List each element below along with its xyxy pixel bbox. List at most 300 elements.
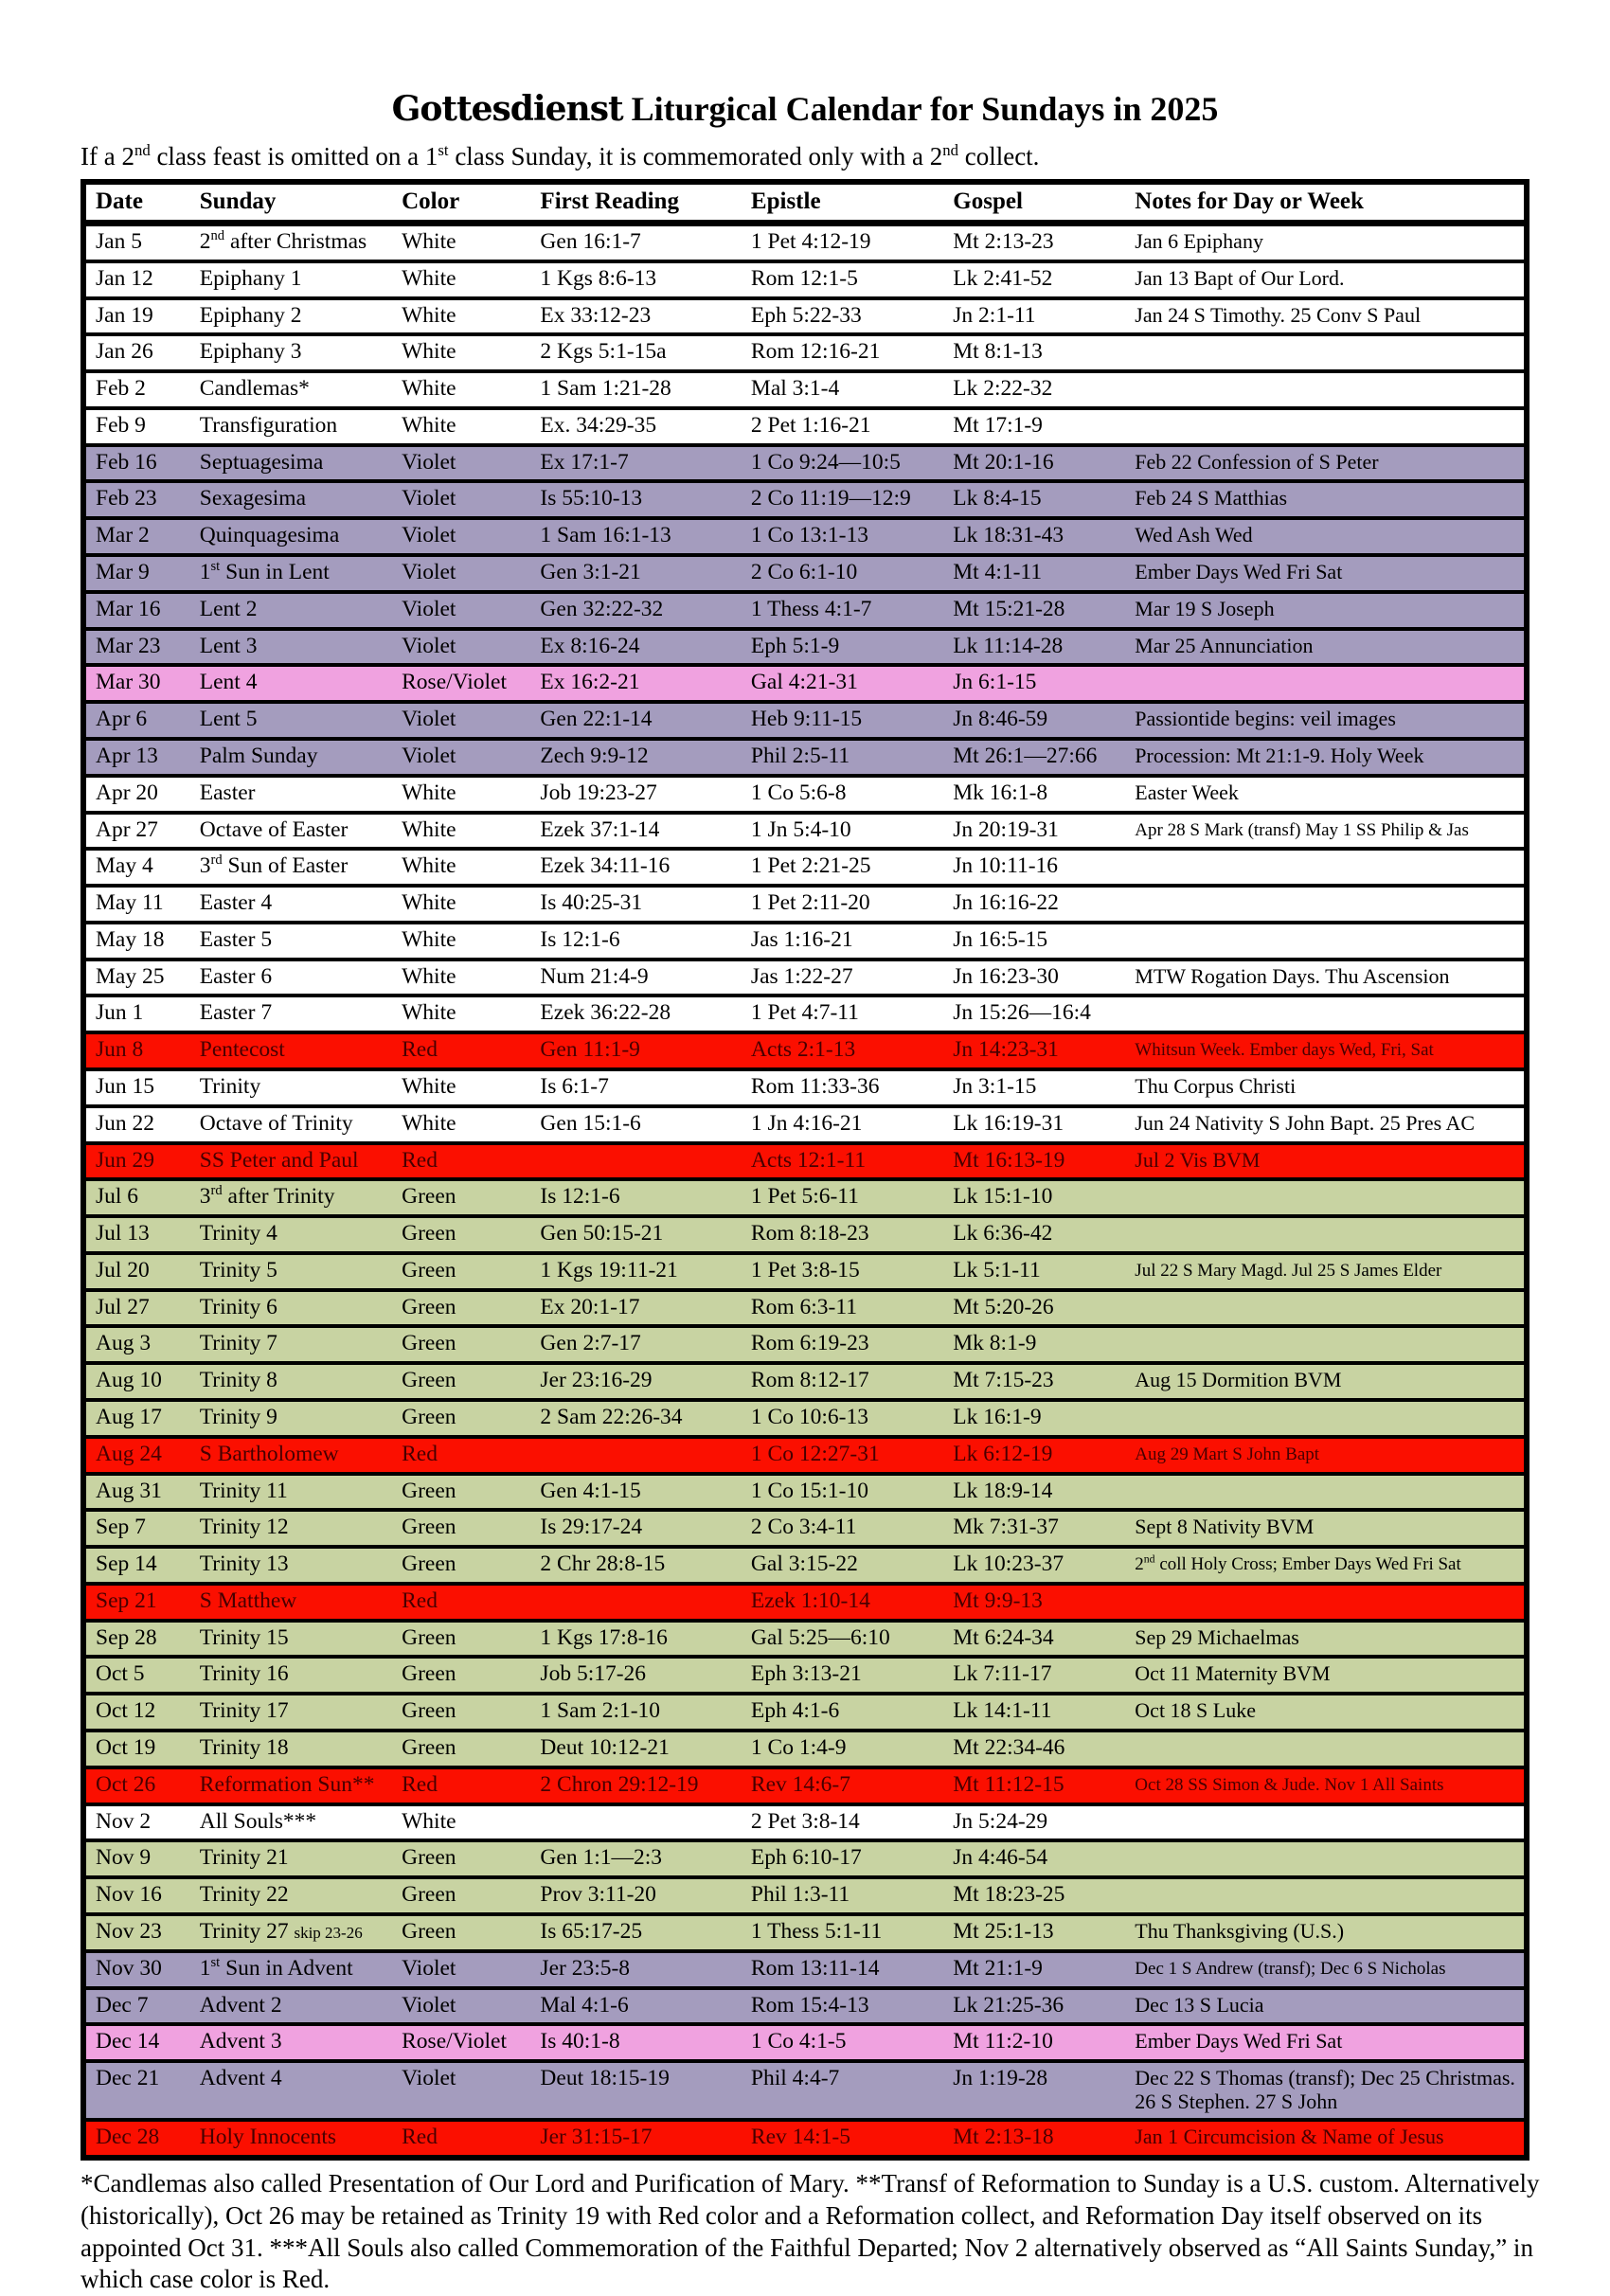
epistle-cell: Rom 8:18-23	[750, 1221, 869, 1247]
sunday-cell: Epiphany 2	[199, 302, 302, 328]
calendar-row	[83, 518, 1527, 555]
color-cell: Red	[402, 2125, 438, 2150]
gospel-cell: Jn 20:19-31	[953, 816, 1059, 842]
first-reading-cell: Is 40:1-8	[540, 2029, 620, 2054]
date-cell: Jan 12	[96, 265, 153, 291]
epistle-cell: Heb 9:11-15	[750, 707, 863, 732]
color-cell: White	[402, 926, 456, 952]
date-cell: Mar 16	[96, 596, 161, 621]
sunday-cell: Trinity 4	[199, 1221, 277, 1247]
sunday-cell: Trinity	[199, 1073, 261, 1099]
epistle-cell: Rom 8:12-17	[750, 1368, 869, 1393]
notes-cell	[1125, 371, 1527, 408]
gospel-cell: Mt 26:1—27:66	[953, 743, 1098, 768]
first-reading-cell: Ex 33:12-23	[540, 302, 652, 328]
gospel-cell: Mt 21:1-9	[953, 1955, 1043, 1981]
first-reading-cell: 1 Sam 1:21-28	[540, 376, 671, 402]
color-cell: White	[402, 229, 456, 254]
color-cell: White	[402, 302, 456, 328]
gospel-cell: Mk 7:31-37	[953, 1515, 1059, 1540]
first-reading-cell: Deut 18:15-19	[540, 2066, 670, 2091]
notes-cell: Passiontide begins: veil images	[1135, 707, 1396, 731]
calendar-row	[83, 996, 1527, 1032]
sunday-cell: Trinity 27 skip 23-26	[199, 1918, 363, 1944]
epistle-cell: Acts 12:1-11	[750, 1147, 867, 1173]
sunday-cell: Easter 7	[199, 1000, 273, 1026]
notes-cell: Oct 28 SS Simon & Jude. Nov 1 All Saints	[1135, 1774, 1444, 1795]
date-cell: Sep 28	[96, 1624, 157, 1650]
notes-cell	[1125, 408, 1527, 445]
epistle-cell: 1 Pet 2:11-20	[750, 890, 870, 916]
calendar-row	[83, 1804, 1527, 1841]
first-reading-cell: Num 21:4-9	[540, 963, 649, 989]
notes-cell: Wed Ash Wed	[1135, 523, 1253, 547]
color-cell: Green	[402, 1624, 456, 1650]
color-cell: Green	[402, 1698, 456, 1724]
sunday-cell: Holy Innocents	[199, 2125, 337, 2150]
notes-cell: Jan 6 Epiphany	[1135, 229, 1263, 253]
sunday-cell: Epiphany 3	[199, 339, 302, 365]
date-cell: Apr 27	[96, 816, 158, 842]
color-cell: White	[402, 412, 456, 438]
date-cell: Jun 22	[96, 1110, 155, 1136]
notes-cell: Procession: Mt 21:1-9. Holy Week	[1135, 743, 1424, 767]
sunday-cell: Trinity 22	[199, 1882, 289, 1908]
first-reading-cell: Gen 50:15-21	[540, 1221, 664, 1247]
notes-cell	[1125, 1584, 1527, 1621]
gospel-cell: Lk 2:22-32	[953, 376, 1053, 402]
epistle-cell: Eph 5:1-9	[750, 633, 840, 658]
notes-cell: Thu Corpus Christi	[1135, 1073, 1297, 1098]
gospel-cell: Lk 14:1-11	[953, 1698, 1052, 1724]
color-cell: Green	[402, 1368, 456, 1393]
first-reading-cell: 1 Kgs 19:11-21	[540, 1257, 678, 1283]
notes-cell	[1125, 1290, 1527, 1327]
date-cell: Mar 9	[96, 560, 150, 585]
epistle-cell: 1 Co 1:4-9	[750, 1735, 847, 1761]
color-cell: White	[402, 1073, 456, 1099]
gospel-cell: Jn 3:1-15	[953, 1073, 1037, 1099]
calendar-row	[83, 702, 1527, 739]
gospel-cell: Lk 11:14-28	[953, 633, 1064, 658]
epistle-cell: 1 Co 13:1-13	[750, 523, 868, 548]
calendar-row	[83, 1988, 1527, 2025]
calendar-row	[83, 1032, 1527, 1069]
notes-cell	[1125, 923, 1527, 960]
first-reading-cell: Is 65:17-25	[540, 1918, 643, 1944]
column-header: Color	[402, 188, 460, 214]
gospel-cell: Jn 16:16-22	[953, 890, 1059, 916]
date-cell: Jul 13	[96, 1221, 150, 1247]
notes-cell: Aug 15 Dormition BVM	[1135, 1368, 1342, 1392]
sunday-cell: Trinity 12	[199, 1515, 289, 1540]
calendar-row	[83, 1621, 1527, 1658]
date-cell: Nov 30	[96, 1955, 162, 1981]
sunday-cell: Trinity 7	[199, 1331, 277, 1356]
epistle-cell: 2 Co 6:1-10	[750, 560, 858, 585]
epistle-cell: Eph 5:22-33	[750, 302, 862, 328]
first-reading-cell: Ezek 34:11-16	[540, 853, 671, 879]
gospel-cell: Mt 11:2-10	[953, 2029, 1053, 2054]
calendar-row	[83, 1253, 1527, 1290]
date-cell: Jun 1	[96, 1000, 144, 1026]
gospel-cell: Mt 6:24-34	[953, 1624, 1054, 1650]
calendar-row	[83, 224, 1527, 261]
date-cell: Jun 8	[96, 1037, 144, 1063]
notes-cell: Aug 29 Mart S John Bapt	[1135, 1444, 1320, 1464]
calendar-row	[83, 1694, 1527, 1731]
epistle-cell: 1 Jn 4:16-21	[750, 1110, 863, 1136]
notes-cell	[1125, 996, 1527, 1032]
calendar-row	[83, 1290, 1527, 1327]
date-cell: Apr 6	[96, 707, 148, 732]
date-cell: Jan 19	[96, 302, 153, 328]
first-reading-cell: Is 6:1-7	[540, 1073, 609, 1099]
gospel-cell: Mt 9:9-13	[953, 1587, 1043, 1613]
color-cell: White	[402, 1000, 456, 1026]
gospel-cell: Mt 5:20-26	[953, 1294, 1054, 1319]
first-reading-cell: 1 Kgs 17:8-16	[540, 1624, 668, 1650]
notes-cell	[1125, 1804, 1527, 1841]
first-reading-cell: Is 12:1-6	[540, 1184, 620, 1210]
epistle-cell: Phil 2:5-11	[750, 743, 850, 768]
calendar-row	[83, 445, 1527, 482]
date-cell: Feb 2	[96, 376, 146, 402]
calendar-row	[83, 555, 1527, 592]
epistle-cell: Gal 3:15-22	[750, 1552, 858, 1577]
color-cell: Green	[402, 1552, 456, 1577]
epistle-cell: Rom 13:11-14	[750, 1955, 880, 1981]
first-reading-cell	[530, 1584, 742, 1621]
sunday-cell: Trinity 16	[199, 1661, 289, 1687]
epistle-cell: 1 Pet 4:12-19	[750, 229, 871, 254]
color-cell: Green	[402, 1735, 456, 1761]
date-cell: Apr 20	[96, 780, 158, 805]
color-cell: Violet	[402, 2066, 456, 2091]
date-cell: Aug 17	[96, 1405, 162, 1429]
first-reading-cell: Gen 2:7-17	[540, 1331, 641, 1356]
notes-cell: Oct 18 S Luke	[1135, 1698, 1256, 1723]
calendar-row	[83, 1547, 1527, 1584]
color-cell: Red	[402, 1587, 438, 1613]
epistle-cell: Phil 1:3-11	[750, 1882, 850, 1908]
notes-cell: 2nd coll Holy Cross; Ember Days Wed Fri Sat	[1135, 1552, 1461, 1575]
date-cell: Jul 27	[96, 1294, 150, 1319]
date-cell: Dec 21	[96, 2066, 160, 2091]
notes-cell	[1125, 1731, 1527, 1767]
notes-cell	[1125, 1179, 1527, 1216]
color-cell: Violet	[402, 523, 456, 548]
sunday-cell: Trinity 17	[199, 1698, 289, 1724]
color-cell: Green	[402, 1918, 456, 1944]
color-cell: Violet	[402, 1955, 456, 1981]
epistle-cell: 1 Jn 5:4-10	[750, 816, 851, 842]
sunday-cell: Palm Sunday	[199, 743, 318, 768]
footnotes: *Candlemas also called Presentation of Our Lord and Purification of Mary. **Transf of Reformation to Sunday is a U.S. custom. Alternatively (historically), Oct 26 may be retained as Trinity 19 with Red color and a Reformation collect, and Reformation Day itself observed on its appointed Oct 31. ***All Souls also called Commemoration of the Faithful Departed; Nov 2 alternatively observed as “All Saints Sunday,” in which case color is Red.	[80, 2169, 1540, 2294]
first-reading-cell: Gen 1:1—2:3	[540, 1845, 663, 1871]
date-cell: Sep 7	[96, 1515, 146, 1540]
notes-cell: Jun 24 Nativity S John Bapt. 25 Pres AC	[1135, 1110, 1476, 1135]
date-cell: May 25	[96, 963, 165, 989]
date-cell: Feb 23	[96, 486, 157, 511]
calendar-row	[83, 849, 1527, 886]
notes-cell	[1125, 1326, 1527, 1363]
date-cell: Sep 14	[96, 1552, 157, 1577]
color-cell: Green	[402, 1184, 456, 1210]
color-cell: Red	[402, 1147, 438, 1173]
epistle-cell: Rev 14:1-5	[750, 2125, 851, 2150]
table-header-row	[83, 182, 1527, 224]
first-reading-cell: Is 40:25-31	[540, 890, 643, 916]
date-cell: Aug 10	[96, 1368, 162, 1393]
notes-cell	[1125, 1877, 1527, 1914]
color-cell: Green	[402, 1478, 456, 1503]
color-cell: Green	[402, 1845, 456, 1871]
date-cell: Nov 9	[96, 1845, 152, 1871]
color-cell: White	[402, 1808, 456, 1834]
color-cell: Red	[402, 1441, 438, 1466]
notes-cell	[1125, 1216, 1527, 1253]
epistle-cell: Jas 1:16-21	[750, 926, 853, 952]
first-reading-cell: Ezek 36:22-28	[540, 1000, 671, 1026]
calendar-row	[83, 1877, 1527, 1914]
notes-cell	[1125, 849, 1527, 886]
gospel-cell: Jn 8:46-59	[953, 707, 1048, 732]
notes-cell: Easter Week	[1135, 780, 1239, 804]
date-cell: Jan 5	[96, 229, 142, 254]
epistle-cell: Gal 5:25—6:10	[750, 1624, 890, 1650]
sunday-cell: 3rd after Trinity	[199, 1183, 335, 1210]
epistle-cell: Eph 4:1-6	[750, 1698, 840, 1724]
calendar-row	[83, 1179, 1527, 1216]
calendar-row	[83, 1657, 1527, 1694]
sunday-cell: 2nd after Christmas	[199, 228, 367, 254]
first-reading-cell	[530, 1804, 742, 1841]
date-cell: May 11	[96, 890, 164, 916]
sunday-cell: S Matthew	[199, 1587, 297, 1613]
calendar-row	[83, 886, 1527, 923]
sunday-cell: Octave of Trinity	[199, 1110, 353, 1136]
first-reading-cell	[530, 1437, 742, 1474]
notes-cell: Oct 11 Maternity BVM	[1135, 1661, 1331, 1686]
first-reading-cell: Ezek 37:1-14	[540, 816, 660, 842]
date-cell: Apr 13	[96, 743, 158, 768]
first-reading-cell: 1 Sam 16:1-13	[540, 523, 671, 548]
color-cell: White	[402, 780, 456, 805]
sunday-cell: Trinity 18	[199, 1735, 289, 1761]
color-cell: Rose/Violet	[402, 670, 507, 695]
gospel-cell: Mt 2:13-18	[953, 2125, 1054, 2150]
epistle-cell: Rev 14:6-7	[750, 1771, 851, 1797]
color-cell: Green	[402, 1882, 456, 1908]
epistle-cell: Ezek 1:10-14	[750, 1587, 870, 1613]
color-cell: Rose/Violet	[402, 2029, 507, 2054]
title-brand-word: Gottesdienst	[391, 89, 623, 129]
sunday-cell: Trinity 6	[199, 1294, 277, 1319]
column-header: Gospel	[953, 188, 1023, 214]
epistle-cell: Eph 6:10-17	[750, 1845, 862, 1871]
notes-cell: Jan 1 Circumcision & Name of Jesus	[1135, 2125, 1444, 2149]
epistle-cell: 1 Pet 5:6-11	[750, 1184, 859, 1210]
notes-cell: Mar 19 S Joseph	[1135, 596, 1275, 620]
notes-cell: MTW Rogation Days. Thu Ascension	[1135, 963, 1450, 988]
gospel-cell: Lk 10:23-37	[953, 1552, 1064, 1577]
notes-cell	[1125, 1474, 1527, 1511]
first-reading-cell: Gen 15:1-6	[540, 1110, 641, 1136]
subtitle-note: If a 2nd class feast is omitted on a 1st class Sunday, it is commemorated only with a 2nd collect.	[80, 141, 1040, 170]
first-reading-cell: Gen 32:22-32	[540, 596, 664, 621]
gospel-cell: Lk 16:1-9	[953, 1405, 1042, 1429]
gospel-cell: Lk 15:1-10	[953, 1184, 1053, 1210]
calendar-row	[83, 1326, 1527, 1363]
sunday-cell: Trinity 13	[199, 1552, 289, 1577]
first-reading-cell: Gen 22:1-14	[540, 707, 653, 732]
sunday-cell: Lent 3	[199, 633, 258, 658]
gospel-cell: Mt 20:1-16	[953, 449, 1054, 475]
color-cell: Green	[402, 1405, 456, 1429]
gospel-cell: Mt 18:23-25	[953, 1882, 1065, 1908]
sunday-cell: Trinity 21	[199, 1845, 289, 1871]
epistle-cell: 2 Pet 3:8-14	[750, 1808, 860, 1834]
epistle-cell: 1 Pet 4:7-11	[750, 1000, 859, 1026]
first-reading-cell: Ex 16:2-21	[540, 670, 640, 695]
gospel-cell: Lk 6:12-19	[953, 1441, 1053, 1466]
sunday-cell: Transfiguration	[199, 412, 338, 438]
date-cell: Dec 28	[96, 2125, 160, 2150]
epistle-cell: 1 Pet 2:21-25	[750, 853, 871, 879]
notes-cell: Dec 22 S Thomas (transf); Dec 25 Christmas. 26 S Stephen. 27 S John	[1135, 2066, 1515, 2114]
sunday-cell: Advent 4	[199, 2066, 282, 2091]
gospel-cell: Jn 6:1-15	[953, 670, 1037, 695]
sunday-cell: Advent 3	[199, 2029, 282, 2054]
color-cell: White	[402, 853, 456, 879]
gospel-cell: Jn 2:1-11	[953, 302, 1036, 328]
first-reading-cell: Is 29:17-24	[540, 1515, 643, 1540]
first-reading-cell: Mal 4:1-6	[540, 1992, 629, 2018]
calendar-row	[83, 923, 1527, 960]
notes-cell	[1125, 886, 1527, 923]
calendar-row	[83, 1767, 1527, 1804]
date-cell: Sep 21	[96, 1587, 157, 1613]
first-reading-cell: 2 Sam 22:26-34	[540, 1405, 683, 1429]
date-cell: Mar 23	[96, 633, 161, 658]
date-cell: Oct 5	[96, 1661, 145, 1687]
color-cell: White	[402, 963, 456, 989]
first-reading-cell: Ex 8:16-24	[540, 633, 640, 658]
epistle-cell: 1 Pet 3:8-15	[750, 1257, 860, 1283]
epistle-cell: Jas 1:22-27	[750, 963, 853, 989]
sunday-cell: All Souls***	[199, 1808, 317, 1834]
sunday-cell: Septuagesima	[199, 449, 324, 475]
epistle-cell: 2 Pet 1:16-21	[750, 412, 871, 438]
color-cell: Violet	[402, 596, 456, 621]
epistle-cell: 1 Co 15:1-10	[750, 1478, 868, 1503]
notes-cell	[1125, 1400, 1527, 1437]
date-cell: Nov 2	[96, 1808, 152, 1834]
date-cell: Mar 2	[96, 523, 150, 548]
column-header: Date	[96, 188, 143, 214]
date-cell: Jan 26	[96, 339, 153, 365]
gospel-cell: Mt 4:1-11	[953, 560, 1043, 585]
epistle-cell: 1 Co 10:6-13	[750, 1405, 868, 1429]
first-reading-cell: Gen 4:1-15	[540, 1478, 641, 1503]
color-cell: Green	[402, 1515, 456, 1540]
epistle-cell: 1 Co 9:24—10:5	[750, 449, 901, 475]
first-reading-cell: 1 Sam 2:1-10	[540, 1698, 661, 1724]
sunday-cell: Trinity 11	[199, 1478, 288, 1503]
first-reading-cell: Is 55:10-13	[540, 486, 643, 511]
gospel-cell: Lk 16:19-31	[953, 1110, 1064, 1136]
first-reading-cell: Ex. 34:29-35	[540, 412, 657, 438]
color-cell: Violet	[402, 449, 456, 475]
column-header: First Reading	[540, 188, 679, 214]
gospel-cell: Mt 16:13-19	[953, 1147, 1065, 1173]
title-rest: Liturgical Calendar for Sundays in 2025	[622, 90, 1219, 128]
calendar-row	[83, 334, 1527, 371]
epistle-cell: Acts 2:1-13	[750, 1037, 856, 1063]
gospel-cell: Mt 25:1-13	[953, 1918, 1054, 1944]
gospel-cell: Lk 6:36-42	[953, 1221, 1053, 1247]
calendar-row	[83, 371, 1527, 408]
color-cell: White	[402, 816, 456, 842]
epistle-cell: 2 Co 3:4-11	[750, 1515, 857, 1540]
epistle-cell: 1 Thess 4:1-7	[750, 596, 872, 621]
calendar-row	[83, 1400, 1527, 1437]
calendar-row	[83, 298, 1527, 335]
first-reading-cell: Gen 3:1-21	[540, 560, 641, 585]
gospel-cell: Mt 22:34-46	[953, 1735, 1065, 1761]
color-cell: Green	[402, 1294, 456, 1319]
sunday-cell: Lent 5	[199, 707, 258, 732]
gospel-cell: Jn 14:23-31	[953, 1037, 1059, 1063]
notes-cell: Apr 28 S Mark (transf) May 1 SS Philip & Jas	[1135, 819, 1469, 840]
color-cell: Violet	[402, 1992, 456, 2018]
date-cell: Aug 3	[96, 1331, 152, 1356]
calendar-row	[83, 408, 1527, 445]
epistle-cell: 1 Co 5:6-8	[750, 780, 847, 805]
sunday-cell: Quinquagesima	[199, 523, 340, 548]
color-cell: Violet	[402, 486, 456, 511]
first-reading-cell: Deut 10:12-21	[540, 1735, 670, 1761]
calendar-row	[83, 1584, 1527, 1621]
first-reading-cell: Jer 23:16-29	[540, 1368, 653, 1393]
notes-cell: Jan 13 Bapt of Our Lord.	[1135, 265, 1345, 290]
gospel-cell: Mt 8:1-13	[953, 339, 1043, 365]
page-title	[0, 89, 1610, 129]
gospel-cell: Lk 21:25-36	[953, 1992, 1064, 2018]
color-cell: Red	[402, 1037, 438, 1063]
date-cell: May 18	[96, 926, 165, 952]
gospel-cell: Lk 18:9-14	[953, 1478, 1053, 1503]
color-cell: Red	[402, 1771, 438, 1797]
epistle-cell: 1 Co 4:1-5	[750, 2029, 847, 2054]
date-cell: Dec 14	[96, 2029, 160, 2054]
notes-cell: Jul 2 Vis BVM	[1135, 1147, 1261, 1172]
notes-cell	[1125, 334, 1527, 371]
gospel-cell: Jn 16:23-30	[953, 963, 1059, 989]
first-reading-cell: 2 Kgs 5:1-15a	[540, 339, 667, 365]
epistle-cell: 2 Co 11:19—12:9	[750, 486, 911, 511]
gospel-cell: Lk 5:1-11	[953, 1257, 1041, 1283]
sunday-cell: Easter 6	[199, 963, 273, 989]
calendar-row	[83, 1510, 1527, 1547]
color-cell: White	[402, 1110, 456, 1136]
epistle-cell: Rom 12:16-21	[750, 339, 881, 365]
calendar-row	[83, 1914, 1527, 1951]
gospel-cell: Lk 2:41-52	[953, 265, 1053, 291]
gospel-cell: Mk 8:1-9	[953, 1331, 1037, 1356]
date-cell: Feb 16	[96, 449, 157, 475]
